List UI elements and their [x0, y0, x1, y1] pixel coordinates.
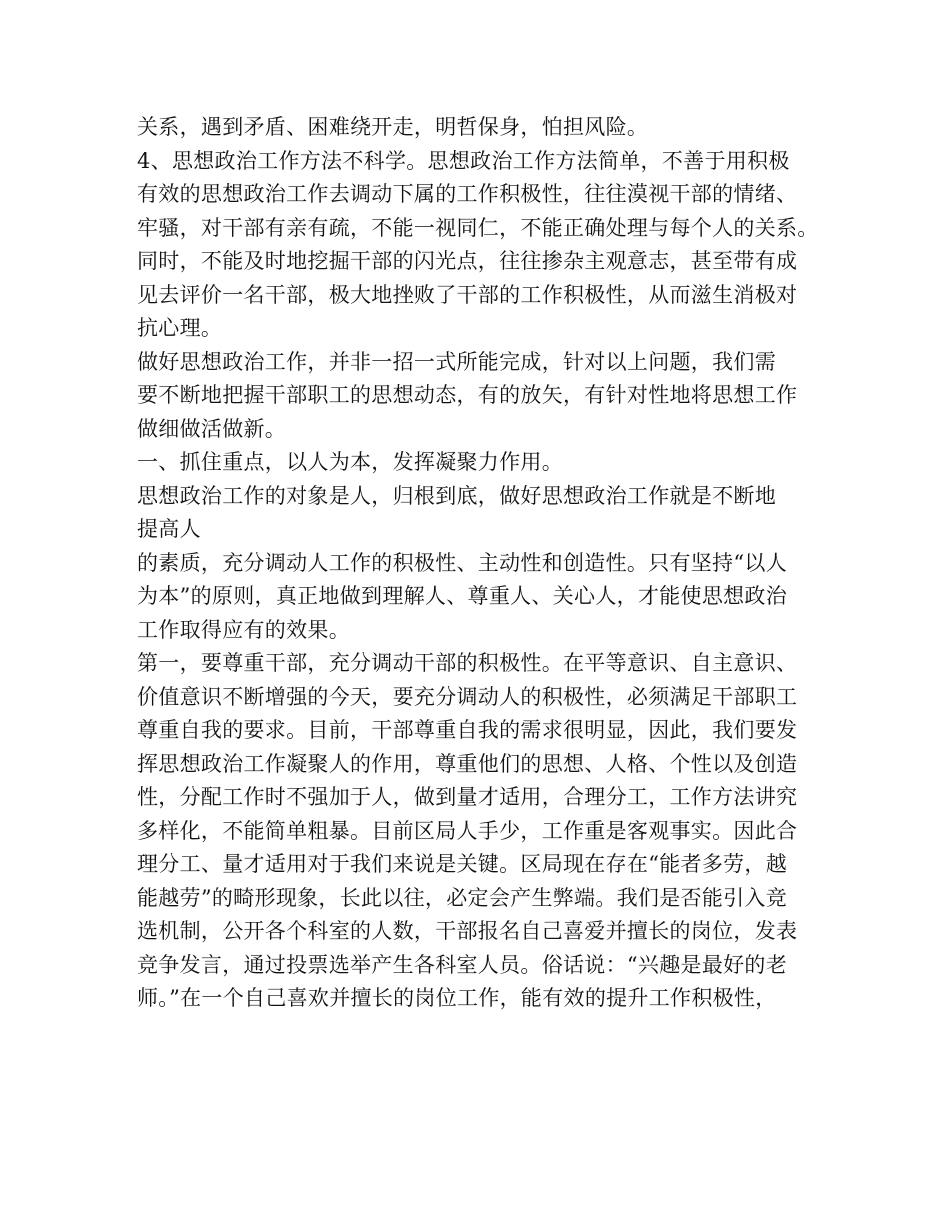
text-line: 价值意识不断增强的今天，要充分调动人的积极性，必须满足干部职工	[137, 684, 798, 709]
text-line: 做好思想政治工作，并非一招一式所能完成，针对以上问题，我们需	[137, 349, 776, 374]
text-line: 师。”在一个自己喜欢并擅长的岗位工作，能有效的提升工作积极性，	[137, 986, 777, 1010]
text-line: 挥思想政治工作凝聚人的作用，尊重他们的思想、人格、个性以及创造	[137, 751, 798, 776]
text-line: 尊重自我的要求。目前，干部尊重自我的需求很明显，因此，我们要发	[137, 718, 798, 742]
text-line: 思想政治工作的对象是人，归根到底，做好思想政治工作就是不断地	[137, 483, 776, 508]
text-line: 抗心理。	[137, 316, 223, 340]
text-line: 工作取得应有的效果。	[137, 617, 350, 642]
text-line: 关系，遇到矛盾、困难绕开走，明哲保身，怕担风险。	[137, 115, 649, 139]
text-line: 要不断地把握干部职工的思想动态，有的放矢，有针对性地将思想工作	[137, 383, 798, 407]
text-line: 选机制，公开各个科室的人数，干部报名自己喜爱并擅长的岗位，发表	[137, 919, 798, 943]
text-line: 性，分配工作时不强加于人，做到量才适用，合理分工，工作方法讲究	[137, 785, 798, 809]
text-line: 的素质，充分调动人工作的积极性、主动性和创造性。只有坚持“以人	[137, 550, 788, 575]
section-heading: 一、抓住重点，以人为本，发挥凝聚力作用。	[137, 450, 563, 474]
text-line: 牢骚，对干部有亲有疏，不能一视同仁，不能正确处理与每个人的关系。	[137, 215, 819, 240]
text-line: 第一，要尊重干部，充分调动干部的积极性。在平等意识、自主意识、	[137, 651, 798, 675]
text-line: 提高人	[137, 517, 201, 541]
text-line: 同时，不能及时地挖掘干部的闪光点，往往掺杂主观意志，甚至带有成	[137, 249, 798, 273]
text-line: 理分工、量才适用对于我们来说是关键。区局现在存在“能者多劳，越	[137, 852, 788, 876]
text-line: 竞争发言，通过投票选举产生各科室人员。俗话说：“兴趣是最好的老	[137, 952, 788, 977]
text-line: 4、思想政治工作方法不科学。思想政治工作方法简单，不善于用积极	[137, 148, 790, 173]
body-text	[137, 111, 827, 1016]
text-line: 多样化，不能简单粗暴。目前区局人手少，工作重是客观事实。因此合	[137, 818, 798, 843]
text-line: 见去评价一名干部，极大地挫败了干部的工作积极性，从而滋生消极对	[137, 282, 798, 307]
text-line: 能越劳”的畸形现象，长此以往，必定会产生弊端。我们是否能引入竞	[137, 885, 788, 910]
text-line: 有效的思想政治工作去调动下属的工作积极性，往往漠视干部的情绪、	[137, 182, 798, 206]
text-line: 为本”的原则，真正地做到理解人、尊重人、关心人，才能使思想政治	[137, 584, 788, 608]
text-line: 做细做活做新。	[137, 416, 287, 441]
